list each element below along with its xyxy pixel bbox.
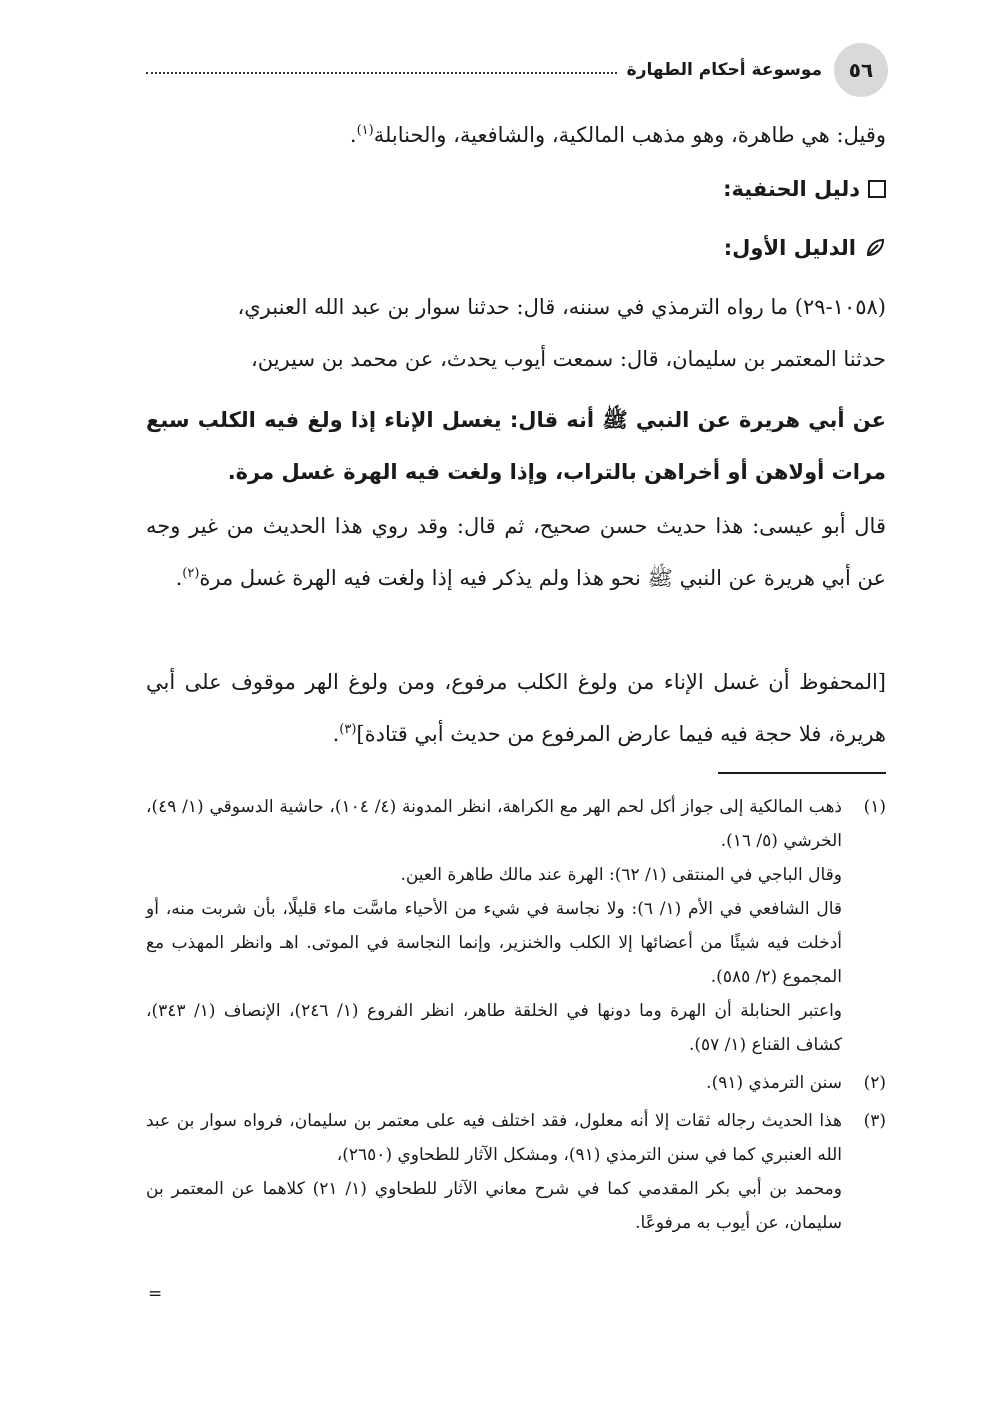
footnote-1-continuation-1: وقال الباجي في المنتقى (١/ ٦٢): الهرة عند مالك طاهرة العين. [400, 865, 842, 885]
footnote-3: (٣) هذا الحديث رجاله ثقات إلا أنه معلول، فقد اختلف فيه على معتمر بن سليمان، فرواه سوار بن عبد الله العنبري كما في سنن الترمذي (٩١)، ومشكل الآثار للطحاوي (٢٦٥٠)، [146, 1111, 886, 1165]
footnote-separator [718, 772, 886, 774]
footnote-1-continuation-3: واعتبر الحنابلة أن الهرة وما دونها في الخلقة طاهر، انظر الفروع (١/ ٢٤٦)، الإنصاف (١/ ٣٤٣)، كشاف القناع (١/ ٥٧). [146, 1001, 842, 1055]
paragraph-conclusion: [المحفوظ أن غسل الإناء من ولوغ الكلب مرفوع، ومن ولوغ الهر موقوف على أبي هريرة، فلا حجة فيه فيما عارض المرفوع من حديث أبي قتادة]$^{(٣)}$. [146, 670, 886, 746]
footnote-ref-3: (٣) [339, 722, 357, 737]
book-title: موسوعة أحكام الطهارة [626, 60, 822, 80]
footnotes [146, 790, 886, 1240]
paragraph-abu-isa: قال أبو عيسى: هذا حديث حسن صحيح، ثم قال: وقد روي هذا الحديث من غير وجه عن أبي هريرة عن النبي ﷺ نحو هذا ولم يذكر فيه إذا ولغت فيه الهرة غسل مرة$^{(٢)}$. [146, 514, 886, 590]
leaf-ornament-icon [864, 237, 886, 259]
page-number-badge [834, 43, 888, 97]
footnote-ref-2: (٢) [182, 566, 200, 581]
hadith-chain-line-2: حدثنا المعتمر بن سليمان، قال: سمعت أيوب يحدث، عن محمد بن سيرين، [250, 347, 886, 371]
footnote-1: (١) ذهب المالكية إلى جواز أكل لحم الهر مع الكراهة، انظر المدونة (٤/ ١٠٤)، حاشية الدسوقي (١/ ٤٩)، الخرشي (٥/ ١٦). [146, 797, 886, 851]
subheading-first-evidence: الدليل الأول: [146, 230, 886, 266]
continued-marker: = [148, 1284, 163, 1304]
footnote-1-continuation-2: قال الشافعي في الأم (١/ ٦): ولا نجاسة في شيء من الأحياء ماسَّت ماء قليلًا، بأن شربت منه، أو أدخلت فيه شيئًا من أعضائها إلا الكلب والخنزير، وإنما النجاسة في الموتى. اهـ وانظر المهذب مع المجموع (٢/ ٥٨٥). [146, 899, 843, 987]
page-number: ٥٦ [848, 58, 874, 82]
hadith-text: عن أبي هريرة عن النبي ﷺ أنه قال: يغسل الإناء إذا ولغ فيه الكلب سبع مرات أولاهن أو أخراهن بالتراب، وإذا ولغت فيه الهرة غسل مرة. [146, 408, 886, 484]
footnote-2: (٢) سنن الترمذي (٩١). [706, 1073, 886, 1093]
footnote-3-continuation-1: ومحمد بن أبي بكر المقدمي كما في شرح معاني الآثار للطحاوي (١/ ٢١) كلاهما عن المعتمر بن سليمان، عن أيوب به مرفوعًا. [146, 1179, 842, 1233]
hadith-chain-line-1: (١٠٥٨-٢٩) ما رواه الترمذي في سننه، قال: حدثنا سوار بن عبد الله العنبري، [237, 295, 886, 319]
checkbox-square-icon [868, 180, 886, 198]
running-header [146, 55, 832, 85]
section-heading-hanafi-evidence: دليل الحنفية: [146, 172, 886, 206]
footnote-ref-1: (١) [356, 123, 374, 138]
paragraph-1: وقيل: هي طاهرة، وهو مذهب المالكية، والشافعية، والحنابلة$^{(١)}$. [349, 123, 886, 147]
header-dotted-rule [146, 72, 617, 74]
